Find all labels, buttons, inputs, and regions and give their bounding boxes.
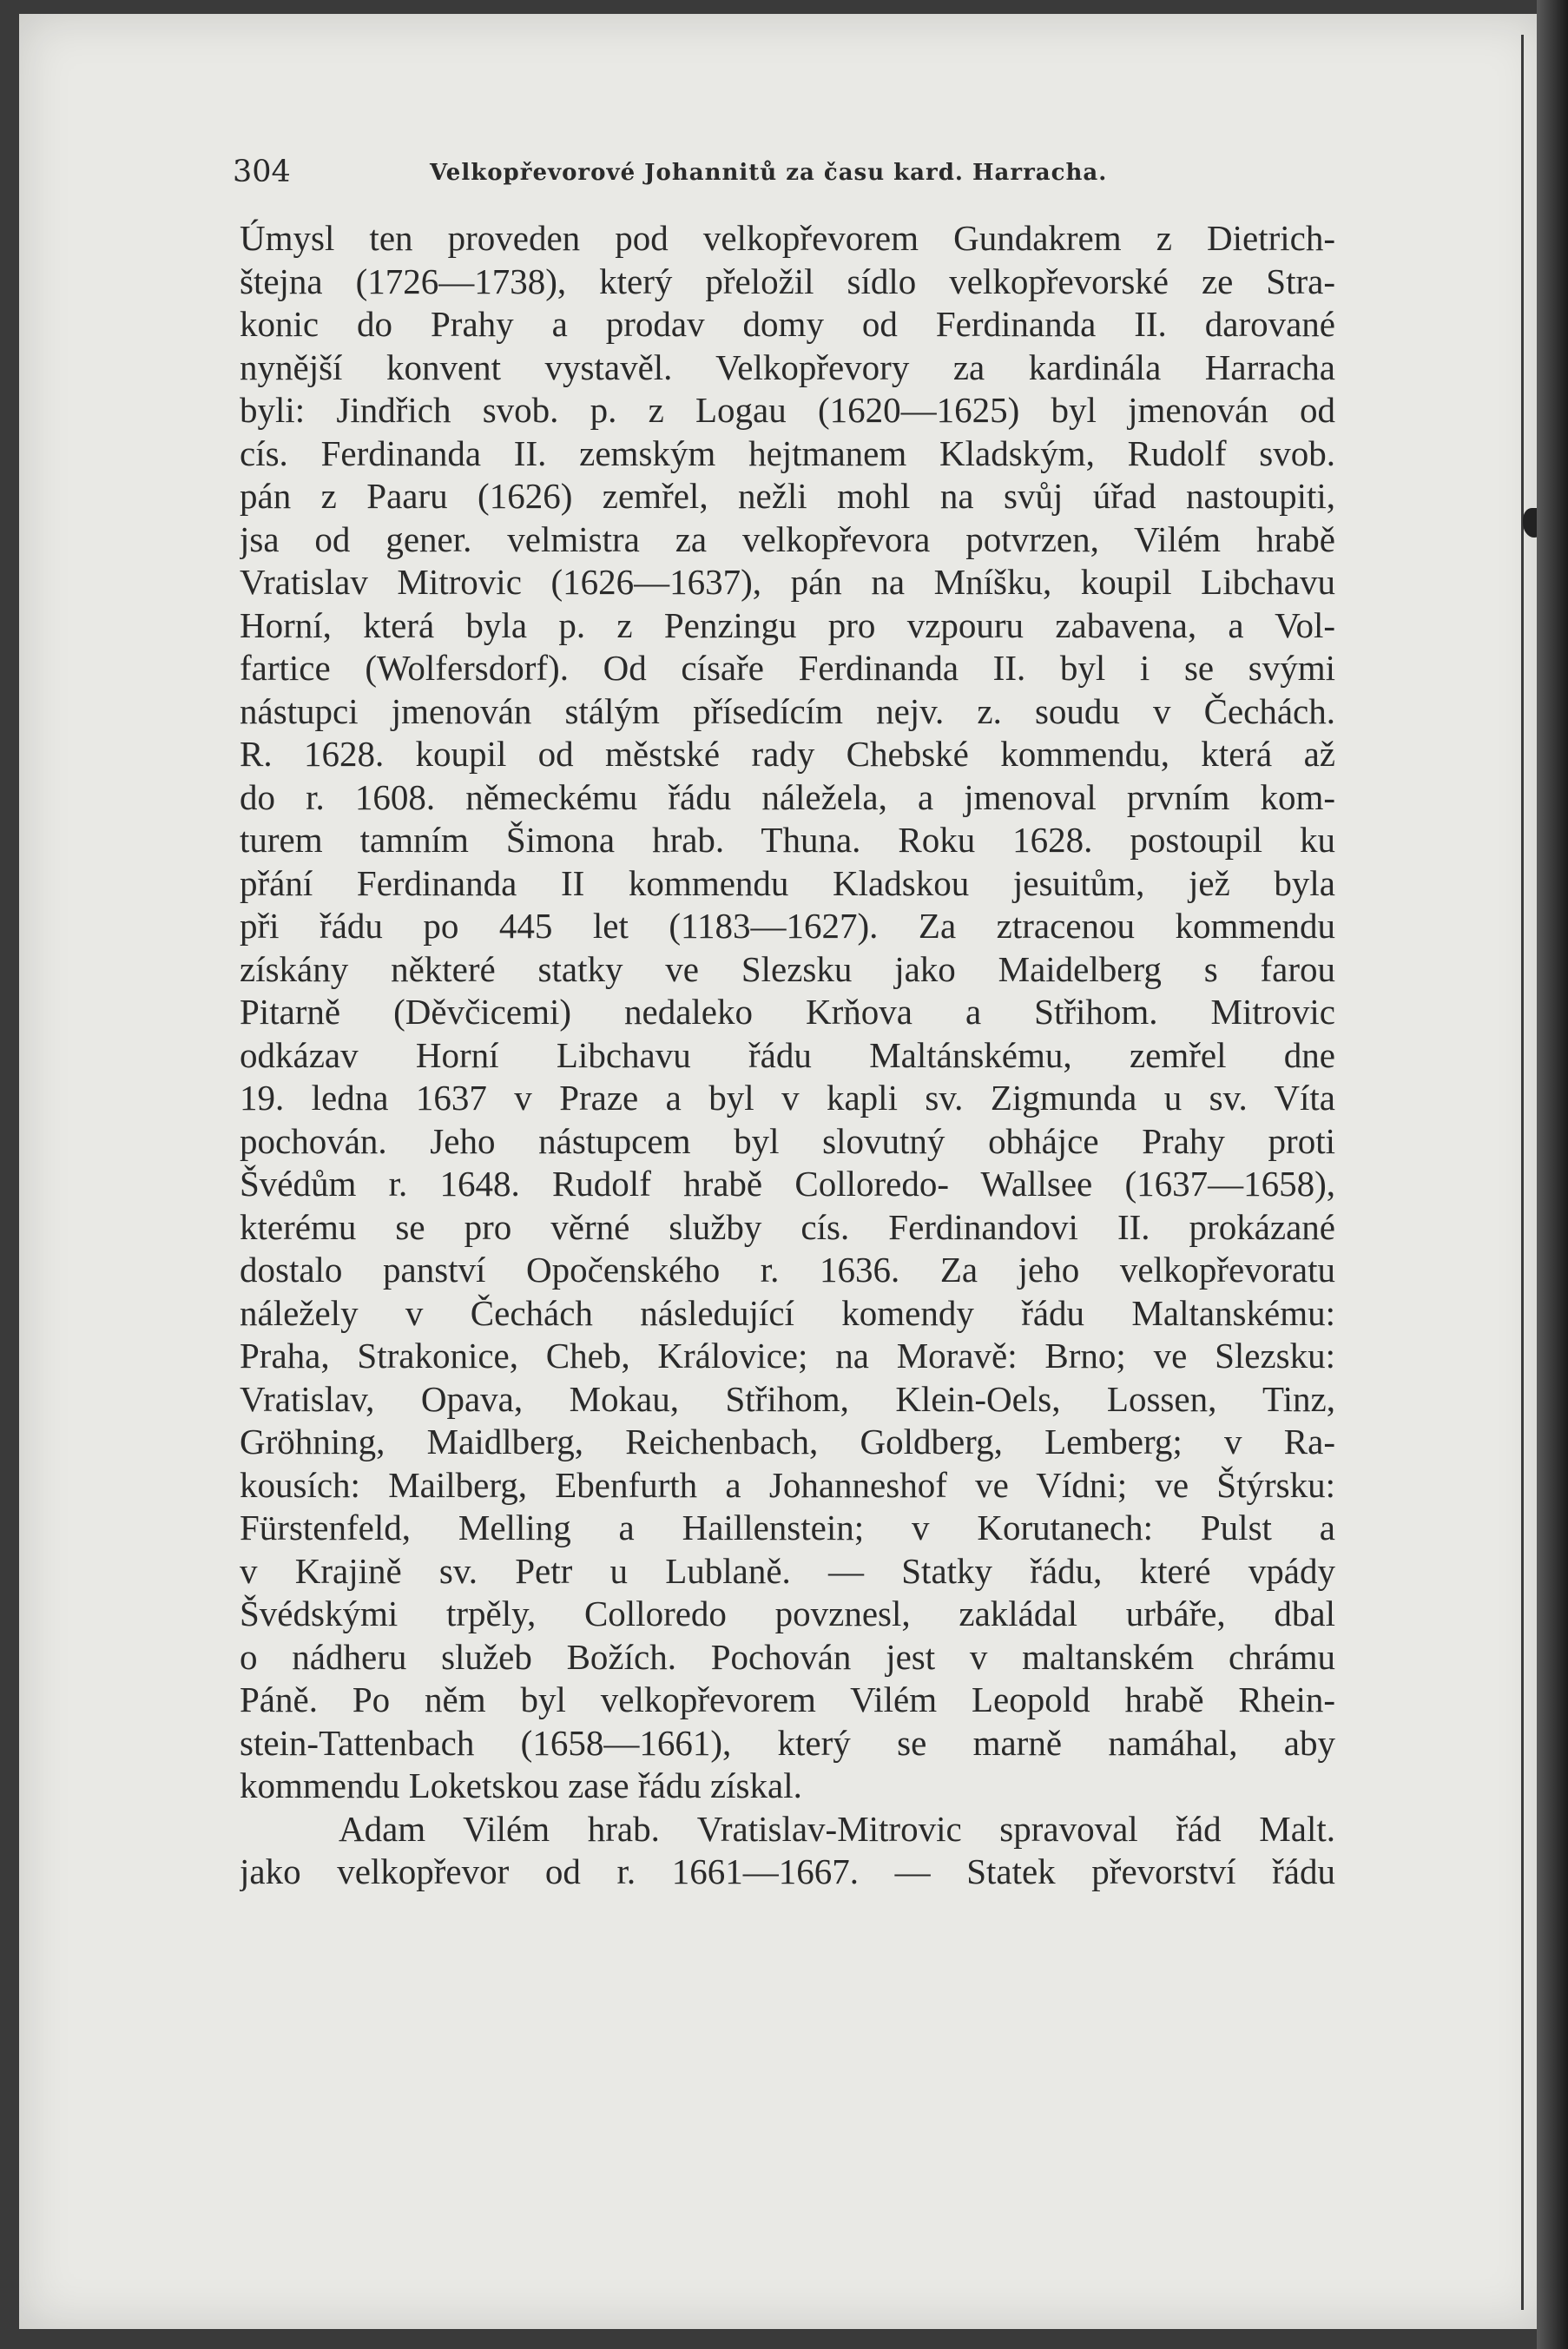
text-line: Švédům r. 1648. Rudolf hrabě Colloredo- Wallsee (1637—1658), <box>240 1164 1335 1204</box>
body-text <box>240 217 1335 1894</box>
text-line: Praha, Strakonice, Cheb, Královice; na Moravě: Brno; ve Slezsku: <box>240 1336 1335 1376</box>
text-line: Gröhning, Maidlberg, Reichenbach, Goldberg, Lemberg; v Ra- <box>240 1422 1335 1462</box>
text-line: kterému se pro věrné služby cís. Ferdinandovi II. prokázané <box>240 1206 1335 1247</box>
text-line: Páně. Po něm byl velkopřevorem Vilém Leopold hrabě Rhein- <box>240 1679 1335 1719</box>
text-line: cís. Ferdinanda II. zemským hejtmanem Kladským, Rudolf svob. <box>240 432 1335 473</box>
text-line: získány některé statky ve Slezsku jako Maidelberg s farou <box>240 948 1335 989</box>
text-line: Pitarně (Děvčicemi) nedaleko Krňova a Střihom. Mitrovic <box>240 992 1335 1032</box>
text-line: Vratislav, Opava, Mokau, Střihom, Klein-Oels, Lossen, Tinz, <box>240 1378 1335 1419</box>
text-line: odkázav Horní Libchavu řádu Maltánskému, zemřel dne <box>240 1034 1335 1075</box>
text-line: při řádu po 445 let (1183—1627). Za ztracenou kommendu <box>240 906 1335 946</box>
text-line: o nádheru služeb Božích. Pochován jest v maltanském chrámu <box>240 1636 1335 1677</box>
text-line: 19. ledna 1637 v Praze a byl v kapli sv. Zigmunda u sv. Víta <box>240 1078 1335 1118</box>
text-line: kousích: Mailberg, Ebenfurth a Johanneshof ve Vídni; ve Štýrsku: <box>240 1464 1335 1505</box>
text-line: náležely v Čechách následující komendy řádu Maltanskému: <box>240 1292 1335 1333</box>
book-spine <box>1537 0 1568 2349</box>
text-line: kommendu Loketskou zase řádu získal. <box>240 1765 802 1805</box>
page-number: 304 <box>233 155 291 189</box>
text-line: pán z Paaru (1626) zemřel, nežli mohl na svůj úřad nastoupiti, <box>240 476 1335 516</box>
text-line: dostalo panství Opočenského r. 1636. Za jeho velkopřevoratu <box>240 1250 1335 1290</box>
text-line: Úmysl ten proveden pod velkopřevorem Gundakrem z Dietrich- <box>240 218 1335 258</box>
text-line: Vratislav Mitrovic (1626—1637), pán na Mníšku, koupil Libchavu <box>240 562 1335 602</box>
text-line: Adam Vilém hrab. Vratislav-Mitrovic spravoval řád Malt. <box>339 1808 1335 1849</box>
text-line: jako velkopřevor od r. 1661—1667. — Statek převorství řádu <box>240 1851 1335 1891</box>
text-line: konic do Prahy a prodav domy od Ferdinanda II. darované <box>240 304 1335 344</box>
text-line: v Krajině sv. Petr u Lublaně. — Statky řádu, které vpády <box>240 1550 1335 1591</box>
page-header <box>233 155 1361 207</box>
text-line: R. 1628. koupil od městské rady Chebské kommendu, která až <box>240 734 1335 774</box>
text-line: přání Ferdinanda II kommendu Kladskou jesuitům, jež byla <box>240 862 1335 903</box>
text-line: fartice (Wolfersdorf). Od císaře Ferdinanda II. byl i se svými <box>240 648 1335 688</box>
text-line: nynější konvent vystavěl. Velkopřevory za kardinála Harracha <box>240 346 1335 387</box>
text-line: turem tamním Šimona hrab. Thuna. Roku 1628. postoupil ku <box>240 820 1335 860</box>
text-line: nástupci jmenován stálým přísedícím nejv. z. soudu v Čechách. <box>240 690 1335 731</box>
page-edge-line <box>1521 35 1524 2310</box>
running-title: Velkopřevorové Johannitů za času kard. Harracha. <box>430 160 1108 186</box>
text-line: Švédskými trpěly, Colloredo povznesl, zakládal urbáře, dbal <box>240 1593 1335 1633</box>
text-line: jsa od gener. velmistra za velkopřevora potvrzen, Vilém hrabě <box>240 518 1335 559</box>
text-line: štejna (1726—1738), který přeložil sídlo velkopřevorské ze Stra- <box>240 261 1335 301</box>
text-line: stein-Tattenbach (1658—1661), který se marně namáhal, aby <box>240 1722 1335 1763</box>
text-line: do r. 1608. německému řádu náležela, a jmenoval prvním kom- <box>240 776 1335 817</box>
text-line: Fürstenfeld, Melling a Haillenstein; v Korutanech: Pulst a <box>240 1508 1335 1547</box>
text-line: Horní, která byla p. z Penzingu pro vzpouru zabavena, a Vol- <box>240 604 1335 645</box>
text-line: pochován. Jeho nástupcem byl slovutný obhájce Prahy proti <box>240 1120 1335 1161</box>
text-line: byli: Jindřich svob. p. z Logau (1620—1625) byl jmenován od <box>240 390 1335 430</box>
